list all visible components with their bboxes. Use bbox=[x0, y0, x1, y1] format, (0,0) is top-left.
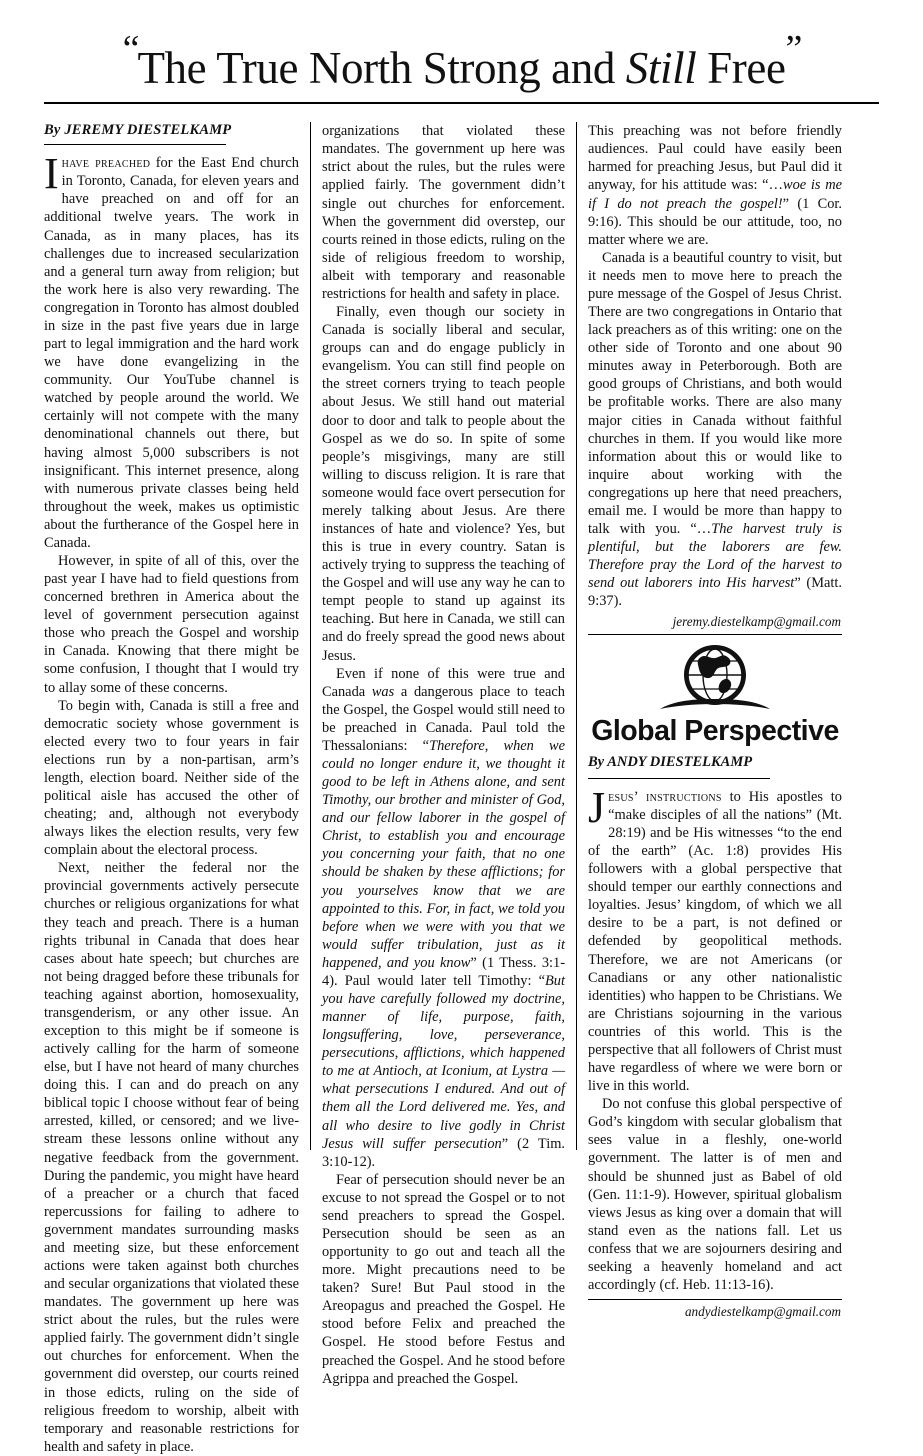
byline-divider bbox=[44, 144, 226, 145]
title-part-1: The True North Strong and bbox=[137, 43, 626, 93]
scripture-ref-thessalonians: ” (1 Thess. 3:1-4). Paul would later tell Timothy: “ bbox=[322, 954, 565, 989]
author-email-2[interactable]: andydiestelkamp@gmail.com bbox=[684, 1304, 841, 1320]
drop-cap: I bbox=[44, 149, 59, 199]
paragraph-text: for the East End church in Toronto, Canada, for eleven years and have preached on and off for an additional twelve years. The work in Canada, as in many places, has its challenges due to increased secularization and a general turn away from religion; but the work here is also very rewarding. The congregation in Toronto has almost doubled in size in the past five years due in large part to legal immigration and the hard work we have done evangelizing in the community. Our YouTube channel is watched by people around the world. We certainly will not compete with the many denominational channels out there, but having almost 5,000 subscribers is not insignificant. This internet presence, along with numerous private classes being held throughout the week, makes us optimistic about the furtherance of the Gospel here in Canada. bbox=[44, 155, 299, 551]
title-part-2: Free bbox=[696, 43, 786, 93]
global-perspective-header bbox=[588, 635, 842, 746]
drop-cap-2: J bbox=[588, 782, 606, 832]
paragraph bbox=[588, 122, 842, 249]
paragraph-text: to His apostles to “make disciples of all the nations” (Mt. 28:19) and be His witnesses “to the end of the earth” (Ac. 1:8) provides His followers with a global perspective that should temper our earthly connections and loyalties. Jesus’ kingdom, of which we all desire to be a part, is not defined or defended by geopolitical methods. Therefore, we are not Americans (or Canadians or any other nationalistic identities) who happen to be Christians. We are Christians sojourning in the various countries of this world. This is the perspective that all followers of Christ must have regardless of where we were born or live in this world. bbox=[588, 788, 842, 1095]
column-3 bbox=[576, 122, 842, 1320]
masthead-divider bbox=[44, 102, 879, 104]
section-divider-bottom bbox=[588, 1299, 842, 1300]
lead-in-smallcaps-2: esus’ instructions bbox=[608, 788, 722, 805]
scripture-quote-matthew: The harvest truly is plentiful, but the laborers are few. Therefore pray the Lord of the harvest to send out laborers into His harvest bbox=[588, 520, 842, 592]
paragraph: However, in spite of all of this, over the past year I have had to field questions from concerned brethren in America about the level of government persecution against those who preach the Gospel and worship in Canada. Knowing that there might be some confusion, I thought that I would try to allay some of these concerns. bbox=[44, 552, 299, 696]
paragraph-text-pre: Even if none of this were true and Canada bbox=[322, 665, 565, 700]
global-perspective-title: Global Perspective bbox=[591, 715, 839, 748]
globe-icon bbox=[640, 643, 790, 715]
column-1 bbox=[44, 122, 310, 1455]
paragraph-text-post: a dangerous place to teach the Gospel, the Gospel would still need to be preached in Canada. Paul told the Thessalonians: “ bbox=[322, 683, 565, 754]
scripture-quote-timothy: But you have carefully followed my doctrine, manner of life, purpose, faith, longsuffering, love, perseverance, persecutions, afflictions, which happened to me at Antioch, at Iconium, at Lystra — what persecutions I endured. And out of them all the Lord delivered me. Yes, and all who desire to live godly in Christ Jesus will suffer persecution bbox=[322, 972, 565, 1152]
scripture-ref-timothy: ” (2 Tim. 3:10-12). bbox=[322, 1135, 565, 1170]
emphasis-was: was bbox=[371, 683, 395, 700]
lead-in-smallcaps: have preached bbox=[61, 155, 151, 172]
page-title bbox=[44, 30, 879, 92]
column-2 bbox=[310, 122, 576, 1387]
masthead bbox=[44, 30, 879, 110]
paragraph: organizations that violated these mandates. The government up here was strict about the rules, but the rules were applied fairly. The government didn’t single out churches for enforcement. When the government did overstep, our courts reined in those edicts, ruling on the side of religious freedom to worship, albeit with temporary and reasonable restrictions for health and safety in place. bbox=[322, 123, 565, 302]
paragraph: Finally, even though our society in Canada is socially liberal and secular, groups can and do engage publicly in evangelism. You can still find people on the street corners trying to teach people about Jesus. We still hand out material door to door and talk to people about the Gospel as we do so. In spite of some people’s misgivings, many are still willing to discuss religion. It is rare that someone would face overt persecution for merely talking about Jesus. Are there instances of hate and violence? Yes, but this is true in every country. Satan is actively trying to suppress the teaching of the Gospel and will use any way he can to tempt people to stand up against its teaching. But here in Canada, we still can and do freely spread the good news about Jesus. bbox=[322, 304, 565, 664]
paragraph-text-post: ” (Matt. 9:37). bbox=[588, 575, 842, 610]
byline-divider-2 bbox=[588, 778, 770, 779]
open-quote: “ bbox=[122, 28, 138, 70]
paragraph-text-pre: Canada is a beautiful country to visit, but it needs men to move here to preach the pure message of the Gospel of Jesus Christ. There are two congregations in Ontario that lack preachers as of this writing: one on the other side of Toronto and one about 90 minutes away in Peterborough. Both are good groups of Christians, and both would be profitable works. There are also many major cities in Canada without faithful churches in them. If you would like more information about this or would like to inquire about working with the congregations up here that need preachers, email me. I would be more than happy to talk with you. “… bbox=[588, 249, 842, 537]
paragraph-text-pre: This preaching was not before friendly audiences. Paul could have easily been harmed for preaching Jesus, but Paul did it anyway, for his attitude was: “… bbox=[588, 123, 842, 194]
scripture-quote-corinthians: woe is me if I do not preach the gospel! bbox=[588, 177, 842, 212]
paragraph: Do not confuse this global perspective of God’s kingdom with secular globalism that sees value in a fleshly, one-world government. The latter is of men and should be shunned just as Babel of old (Gen. 11:1-9). However, spiritual globalism views Jesus as king over a domain that will stand even as the nations fall. Let us confess that we are sojourners desiring and seeking a heavenly homeland and act accordingly (cf. Heb. 11:13-16). bbox=[588, 1096, 842, 1293]
paragraph: Fear of persecution should never be an excuse to not spread the Gospel or to not send preachers to spread the Gospel. Persecution should be seen as an opportunity to go out and teach all the more. Might precautions need to be taken? Sure! But Paul stood in the Areopagus and preached the Gospel. He stood before Felix and preached the Gospel. He stood before Festus and preached the Gospel. And he stood before Agrippa and preached the Gospel. bbox=[322, 1171, 565, 1387]
article-byline: By JEREMY DIESTELKAMP bbox=[44, 122, 232, 139]
paragraph-text-post: ” (1 Cor. 9:16). This should be our attitude, too, no matter where we are. bbox=[588, 195, 842, 248]
author-email-1[interactable]: jeremy.diestelkamp@gmail.com bbox=[672, 614, 841, 630]
paragraph: Next, neither the federal nor the provincial governments actively persecute churches or religious organizations for what they teach and preach. There is a human rights tribunal in Canada that does hear cases about hate speech; but churches are not being dragged before these tribunals for teaching against abortion, homosexuality, transgenderism, or any other issue. An exception to this might be if someone is actively calling for the harm of someone else, but I have not heard of many churches doing this. I can and do preach on any biblical topic I choose without fear of being arrested, killed, or censored; and we live-stream these lessons online without any negative feedback from the government. During the pandemic, you might have heard of a preacher or a church that faced repercussions for failing to adhere to government mandates surrounding masks and meeting size, but these enforcement actions were taken against both churches and secular organizations that violated these mandates. The government up here was strict about the rules, but the rules were applied fairly. The government didn’t single out churches for enforcement. When the government did overstep, our courts reined in those edicts, ruling on the side of religious freedom to worship, albeit with temporary and reasonable restrictions for health and safety in place. bbox=[44, 860, 299, 1455]
paragraph: To begin with, Canada is still a free and democratic society whose government is elected every two to four years in fair elections run by a non-partisan, arm’s length, election board. Neither side of the political aisle has accused the other of cheating; and, although not everybody always likes the election results, very few complain about the electoral process. bbox=[44, 697, 299, 859]
article-columns bbox=[44, 122, 879, 1455]
close-quote: ” bbox=[785, 28, 801, 70]
article-byline-2: By ANDY DIESTELKAMP bbox=[588, 753, 753, 770]
scripture-quote-thessalonians: Therefore, when we could no longer endure it, we thought it good to be left in Athens alone, and sent Timothy, our brother and minister of God, and our fellow laborer in the gospel of Christ, to establish you and encourage you concerning your faith, that no one should be shaken by these afflictions; for you yourselves know that we are appointed to this. For, in fact, we told you before when we were with you that we would suffer tribulation, just as it happened, and you know bbox=[322, 737, 565, 971]
title-italic: Still bbox=[625, 43, 697, 93]
paragraph bbox=[588, 249, 842, 611]
paragraph bbox=[322, 665, 565, 1171]
paragraph bbox=[588, 782, 842, 1095]
paragraph bbox=[44, 149, 299, 552]
